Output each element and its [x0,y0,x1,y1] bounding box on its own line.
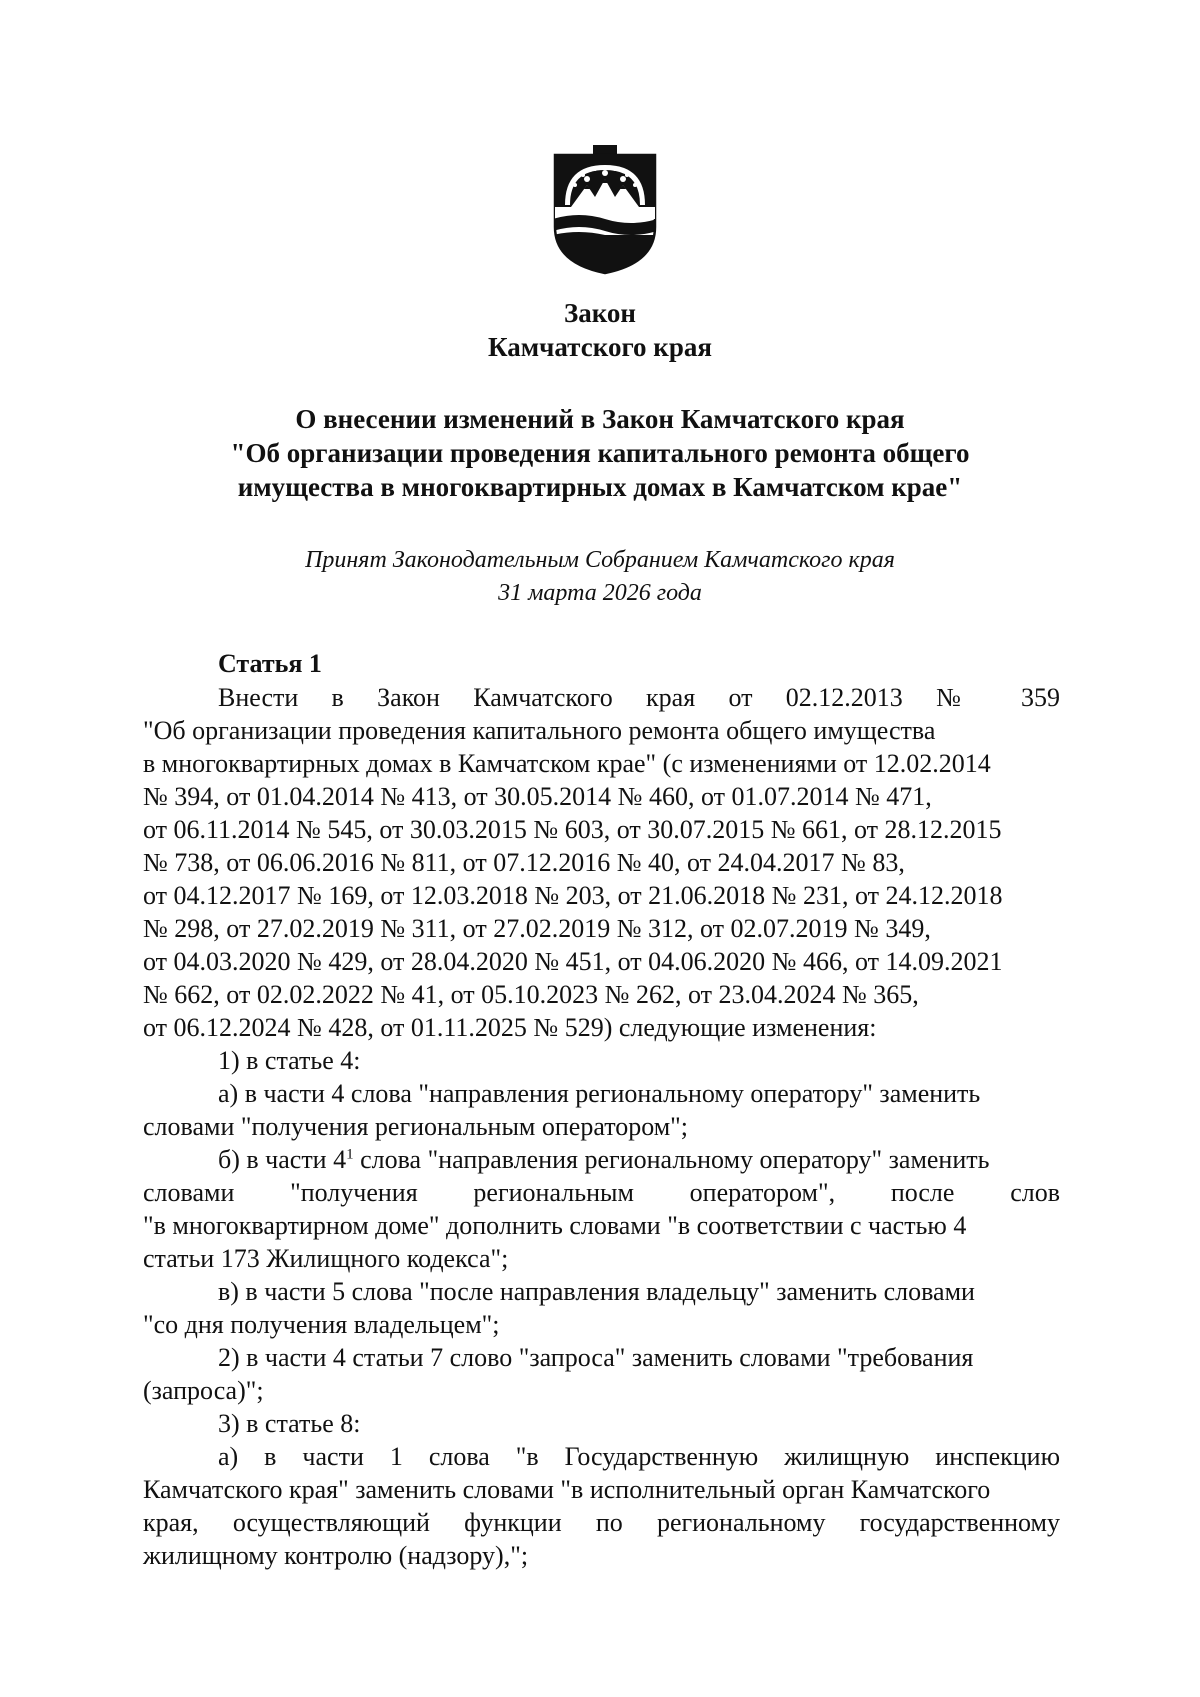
text-line: жилищному контролю (надзору),"; [143,1541,529,1570]
text-line: № 738, от 06.06.2016 № 811, от 07.12.2016 № 40, от 24.04.2017 № 83, [143,848,905,877]
adoption-note [0,544,1200,610]
adoption-date: 31 марта 2026 года [498,580,702,606]
text-line: "в многоквартирном доме" дополнить словами "в соответствии с частью 4 [143,1211,967,1240]
doc-type-line: Камчатского края [488,332,712,362]
doc-type-line: Закон [563,298,636,328]
text-line: № 298, от 27.02.2019 № 311, от 27.02.2019 № 312, от 02.07.2019 № 349, [143,914,931,943]
text-line: 2) в части 4 статьи 7 слово "запроса" заменить словами "требования [218,1343,974,1372]
text-line: в) в части 5 слова "после направления владельцу" заменить словами [218,1277,975,1306]
text-line: Внести в Закон Камчатского края от 02.12.2013 № 359 [218,683,1060,712]
text-line: словами "получения региональным оператором"; [143,1112,689,1141]
document-title [0,402,1200,504]
superscript: 1 [346,1146,354,1163]
text-part: слова "направления региональному оператору" заменить [353,1145,990,1174]
text-line: "Об организации проведения капитального ремонта общего имущества [143,716,936,745]
text-line: в многоквартирных домах в Камчатском крае" (с изменениями от 12.02.2014 [143,749,991,778]
title-line: имущества в многоквартирных домах в Камчатском крае" [237,472,963,502]
text-line: от 04.03.2020 № 429, от 28.04.2020 № 451, от 04.06.2020 № 466, от 14.09.2021 [143,947,1003,976]
text-line: от 04.12.2017 № 169, от 12.03.2018 № 203, от 21.06.2018 № 231, от 24.12.2018 [143,881,1003,910]
title-line: О внесении изменений в Закон Камчатского края [295,404,905,434]
text-line: словами "получения региональным оператором", после слов [143,1178,1060,1207]
title-line: "Об организации проведения капитального ремонта общего [230,438,970,468]
text-line: 3) в статье 8: [218,1409,361,1438]
article-heading: Статья 1 [218,649,322,678]
text-line: от 06.12.2024 № 428, от 01.11.2025 № 529) следующие изменения: [143,1013,877,1042]
text-line: а) в части 4 слова "направления региональному оператору" заменить [218,1079,981,1108]
text-line: № 394, от 01.04.2014 № 413, от 30.05.2014 № 460, от 01.07.2014 № 471, [143,782,932,811]
text-line [143,1143,1060,1176]
text-line: 1) в статье 4: [218,1046,361,1075]
text-line: "со дня получения владельцем"; [143,1310,500,1339]
text-part: б) в части 4 [218,1145,347,1174]
text-line: № 662, от 02.02.2022 № 41, от 05.10.2023 № 262, от 23.04.2024 № 365, [143,980,919,1009]
text-line: а) в части 1 слова "в Государственную жилищную инспекцию [218,1442,1060,1471]
article-body [143,681,1060,1572]
text-line: от 06.11.2014 № 545, от 30.03.2015 № 603, от 30.07.2015 № 661, от 28.12.2015 [143,815,1002,844]
text-line: статьи 173 Жилищного кодекса"; [143,1244,509,1273]
text-line: края, осуществляющий функции по региональному государственному [143,1508,1060,1537]
text-line: Камчатского края" заменить словами "в исполнительный орган Камчатского [143,1475,991,1504]
document-type [0,296,1200,364]
text-line: (запроса)"; [143,1376,264,1405]
adoption-line: Принят Законодательным Собранием Камчатского края [305,547,895,573]
coat-of-arms-emblem [553,145,657,275]
